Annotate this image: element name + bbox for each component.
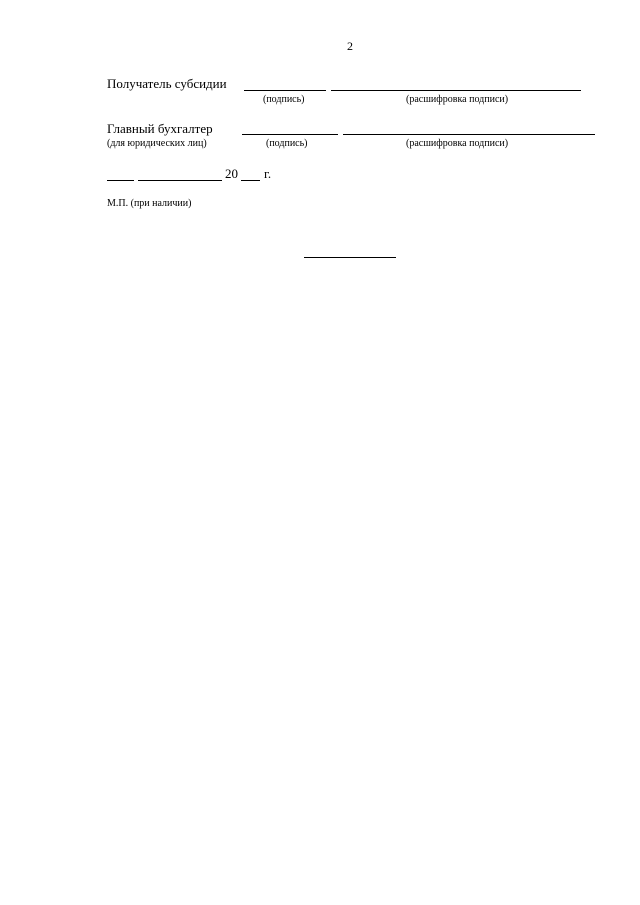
accountant-decoding-caption: (расшифровка подписи) [406, 138, 509, 149]
document-end-separator [304, 257, 396, 258]
chief-accountant-label: Главный бухгалтер [107, 121, 213, 136]
accountant-signature-caption: (подпись) [266, 138, 308, 149]
stamp-note: М.П. (при наличии) [107, 198, 192, 209]
recipient-signature-caption: (подпись) [263, 94, 305, 105]
date-year-prefix: 20 [225, 166, 238, 181]
accountant-signature-line[interactable] [242, 134, 338, 135]
page-number: 2 [347, 39, 353, 53]
date-year-suffix: г. [264, 166, 272, 181]
date-month-line[interactable] [138, 180, 222, 181]
accountant-decoding-line[interactable] [343, 134, 595, 135]
date-day-line[interactable] [107, 180, 134, 181]
recipient-label: Получатель субсидии [107, 76, 227, 91]
recipient-decoding-caption: (расшифровка подписи) [406, 94, 509, 105]
chief-accountant-sublabel: (для юридических лиц) [107, 138, 207, 149]
date-year-line[interactable] [241, 180, 260, 181]
recipient-decoding-line[interactable] [331, 90, 581, 91]
recipient-signature-line[interactable] [244, 90, 326, 91]
